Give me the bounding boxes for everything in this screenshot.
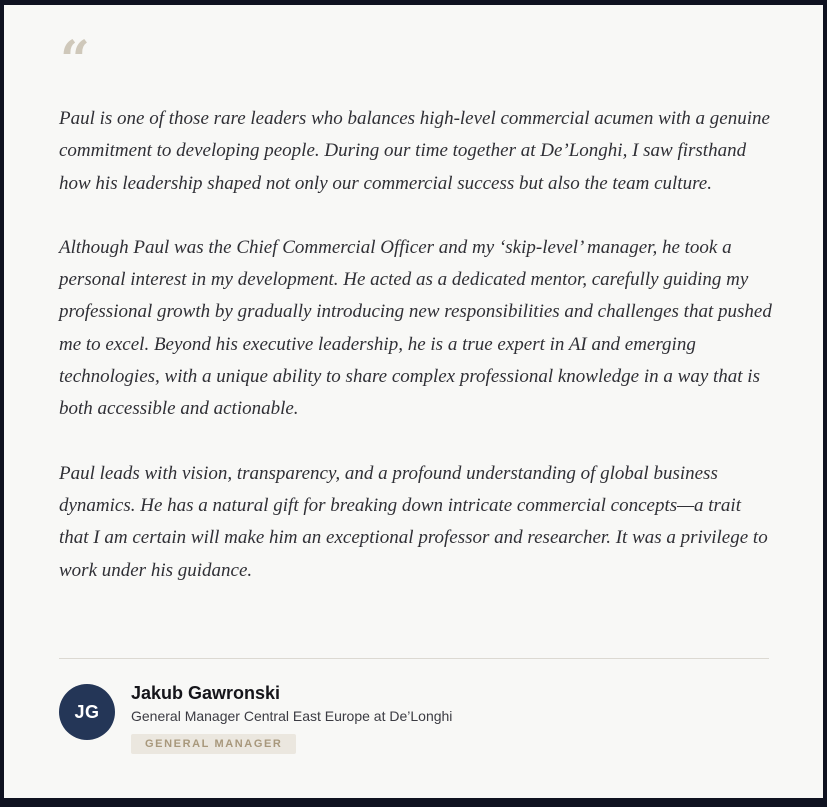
testimonial-paragraph-3: Paul leads with vision, transparency, and a profound understanding of global business dynamics. He has a natural gift for breaking down intricate commercial concepts—a trait that I am certain will make him an exceptional professor and researcher. It was a privilege to work under his guidance.	[59, 462, 768, 581]
author-name: Jakub Gawronski	[131, 683, 281, 703]
avatar: JG	[59, 684, 115, 740]
testimonial-body	[59, 103, 775, 587]
divider	[59, 658, 769, 659]
quote-icon: “	[60, 30, 84, 91]
testimonial-card	[4, 5, 823, 798]
testimonial-paragraph-1: Paul is one of those rare leaders who balances high-level commercial acumen with a genuine commitment to developing people. During our time together at De’Longhi, I saw firsthand how his leadership shaped not only our commercial success but also the team culture.	[59, 108, 770, 194]
role-badge: GENERAL MANAGER	[131, 734, 296, 754]
author-role: General Manager Central East Europe at De’Longhi	[131, 708, 453, 724]
testimonial-paragraph-2: Although Paul was the Chief Commercial Officer and my ‘skip-level’ manager, he took a personal interest in my development. He acted as a dedicated mentor, carefully guiding my professional growth by gradually introducing new responsibilities and challenges that pushed me to excel. Beyond his executive leadership, he is a true expert in AI and emerging technologies, with a unique ability to share complex professional knowledge in a way that is both accessible and actionable.	[59, 236, 772, 420]
